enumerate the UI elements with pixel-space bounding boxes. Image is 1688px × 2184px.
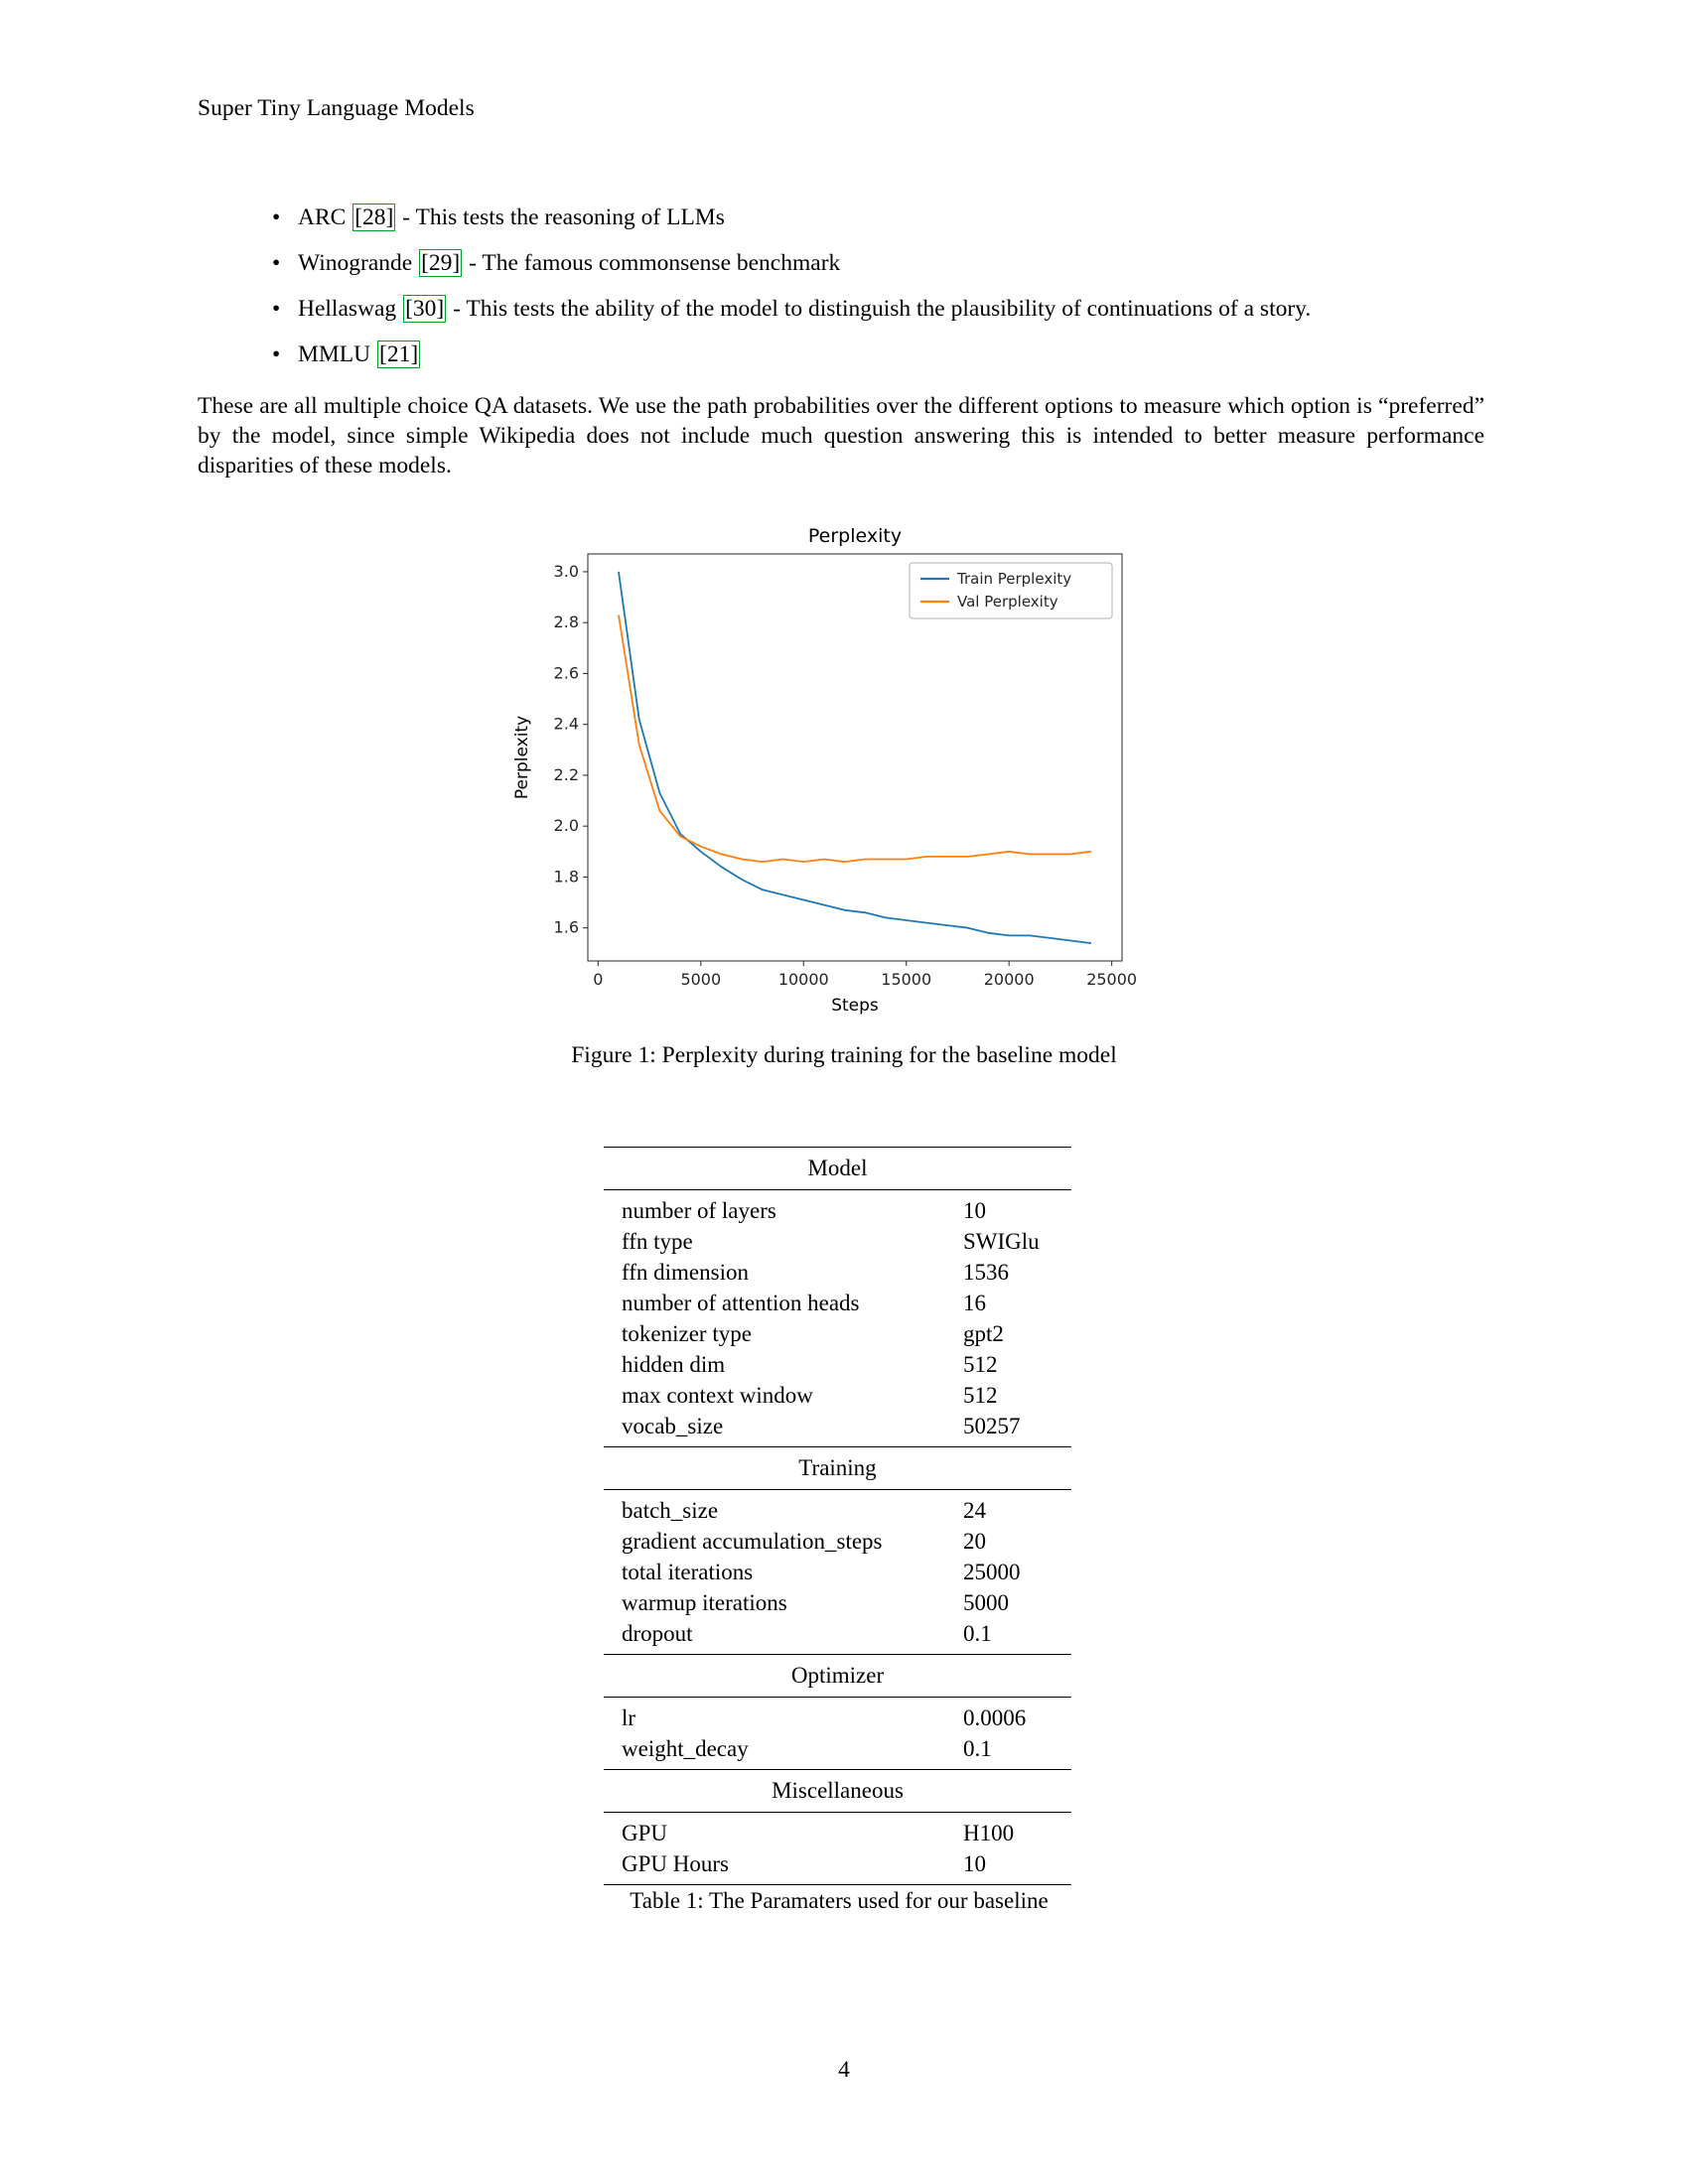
table-row-label: lr bbox=[622, 1706, 636, 1730]
table-row bbox=[604, 1618, 1071, 1649]
table-row-value: 0.1 bbox=[963, 1621, 992, 1646]
bullet-icon: • bbox=[272, 296, 281, 322]
bullet-text-post: - This tests the ability of the model to distinguish the plausibility of continuations of a story. bbox=[447, 296, 1312, 322]
table-row bbox=[604, 1733, 1071, 1764]
table-row-value: SWIGlu bbox=[963, 1229, 1040, 1254]
citation-link[interactable]: [30] bbox=[405, 296, 445, 322]
bullet-icon: • bbox=[272, 341, 281, 367]
table-row bbox=[604, 1257, 1071, 1288]
table-section-header: Model bbox=[604, 1147, 1071, 1190]
table-caption: Table 1: The Paramaters used for our baseline bbox=[630, 1888, 1049, 1913]
table-row bbox=[604, 1195, 1071, 1226]
table-row bbox=[604, 1380, 1071, 1411]
y-tick-label: 1.8 bbox=[553, 867, 579, 887]
table-row bbox=[604, 1587, 1071, 1618]
table-row-value: 0.1 bbox=[963, 1736, 992, 1761]
x-tick-label: 25000 bbox=[1086, 970, 1138, 989]
table-row-value: 10 bbox=[963, 1198, 986, 1223]
list-item-mmlu bbox=[272, 332, 1543, 377]
table-row-label: ffn type bbox=[622, 1229, 693, 1254]
table-row bbox=[604, 1318, 1071, 1349]
table-row bbox=[604, 1411, 1071, 1441]
table-section-header: Training bbox=[604, 1446, 1071, 1490]
x-tick-label: 0 bbox=[593, 970, 604, 989]
bullet-icon: • bbox=[272, 250, 281, 276]
table-row-label: GPU bbox=[622, 1821, 668, 1845]
table-row-label: number of attention heads bbox=[622, 1291, 860, 1315]
table-row bbox=[604, 1557, 1071, 1587]
table-row-label: gradient accumulation_steps bbox=[622, 1529, 883, 1554]
x-tick-label: 20000 bbox=[983, 970, 1035, 989]
y-tick-label: 1.6 bbox=[553, 917, 579, 937]
list-item-arc bbox=[272, 195, 1543, 240]
bullet-text-post: - This tests the reasoning of LLMs bbox=[396, 205, 725, 230]
list-item-hellaswag bbox=[272, 286, 1543, 332]
table-row-value: 0.0006 bbox=[963, 1706, 1027, 1730]
table-row-value: 5000 bbox=[963, 1590, 1009, 1615]
table-row-value: 512 bbox=[963, 1352, 998, 1377]
table-row-value: 10 bbox=[963, 1851, 986, 1876]
parameters-table bbox=[604, 1147, 1071, 1885]
table-row-value: H100 bbox=[963, 1821, 1015, 1845]
list-item-winogrande bbox=[272, 240, 1543, 286]
table-row bbox=[604, 1495, 1071, 1526]
chart-title: Perplexity bbox=[807, 525, 903, 547]
table-row-label: max context window bbox=[622, 1383, 813, 1408]
table-row-label: hidden dim bbox=[622, 1352, 726, 1377]
table-row bbox=[604, 1818, 1071, 1848]
table-row bbox=[604, 1226, 1071, 1257]
bullet-text-pre: Winogrande bbox=[298, 250, 419, 276]
table-row-value: 50257 bbox=[963, 1414, 1021, 1438]
chart-series-line bbox=[619, 572, 1091, 943]
table-row-label: dropout bbox=[622, 1621, 693, 1646]
bullet-text-pre: MMLU bbox=[298, 341, 376, 367]
body-paragraph: These are all multiple choice QA datasets. We use the path probabilities over the different options to measure which option is “preferred” by the model, since simple Wikipedia does not include much question answering this is intended to better measure performance disparities of these models. bbox=[198, 393, 1484, 478]
table-row-label: tokenizer type bbox=[622, 1321, 752, 1346]
y-tick-label: 2.6 bbox=[553, 663, 579, 683]
table-row-label: ffn dimension bbox=[622, 1260, 749, 1285]
y-tick-label: 2.8 bbox=[553, 613, 579, 632]
y-axis-label: Perplexity bbox=[512, 715, 532, 800]
table-row-label: total iterations bbox=[622, 1560, 754, 1584]
running-header: Super Tiny Language Models bbox=[198, 95, 475, 121]
table-row-label: GPU Hours bbox=[622, 1851, 729, 1876]
figure-caption: Figure 1: Perplexity during training for the baseline model bbox=[571, 1042, 1117, 1068]
table-row-label: number of layers bbox=[622, 1198, 776, 1223]
table-row-value: 512 bbox=[963, 1383, 998, 1408]
table-row bbox=[604, 1349, 1071, 1380]
table-row-label: warmup iterations bbox=[622, 1590, 787, 1615]
table-row-label: batch_size bbox=[622, 1498, 719, 1523]
table-section-header: Miscellaneous bbox=[604, 1769, 1071, 1813]
y-tick-label: 2.2 bbox=[553, 764, 579, 784]
chart-series-line bbox=[619, 615, 1091, 863]
table-row-value: 1536 bbox=[963, 1260, 1009, 1285]
bullet-icon: • bbox=[272, 205, 281, 230]
legend-entry-label: Train Perplexity bbox=[957, 570, 1072, 588]
table-row-label: vocab_size bbox=[622, 1414, 724, 1438]
table-row bbox=[604, 1526, 1071, 1557]
perplexity-figure bbox=[501, 524, 1157, 1021]
table-row-value: 20 bbox=[963, 1529, 986, 1554]
x-tick-label: 10000 bbox=[777, 970, 829, 989]
table-row bbox=[604, 1848, 1071, 1879]
citation-link[interactable]: [28] bbox=[354, 205, 394, 230]
bullet-text-pre: Hellaswag bbox=[298, 296, 403, 322]
table-row-value: 16 bbox=[963, 1291, 986, 1315]
table-section-header: Optimizer bbox=[604, 1654, 1071, 1698]
citation-link[interactable]: [29] bbox=[421, 250, 461, 276]
page-number: 4 bbox=[838, 2057, 850, 2083]
table-row bbox=[604, 1703, 1071, 1733]
table-row bbox=[604, 1288, 1071, 1318]
bullet-text-post: - The famous commonsense benchmark bbox=[463, 250, 841, 276]
y-tick-label: 2.0 bbox=[553, 816, 579, 836]
table-row-label: weight_decay bbox=[622, 1736, 749, 1761]
table-row-value: gpt2 bbox=[963, 1321, 1004, 1346]
y-tick-label: 3.0 bbox=[553, 561, 579, 581]
benchmark-bullet-list bbox=[272, 195, 1543, 377]
x-tick-label: 15000 bbox=[881, 970, 932, 989]
table-row-value: 25000 bbox=[963, 1560, 1021, 1584]
table-row-value: 24 bbox=[963, 1498, 986, 1523]
bullet-text-pre: ARC bbox=[298, 205, 352, 230]
legend-entry-label: Val Perplexity bbox=[957, 593, 1058, 611]
perplexity-chart bbox=[501, 524, 1157, 1021]
y-tick-label: 2.4 bbox=[553, 714, 579, 734]
citation-link[interactable]: [21] bbox=[379, 341, 419, 367]
x-tick-label: 5000 bbox=[680, 970, 722, 989]
x-axis-label: Steps bbox=[831, 996, 879, 1016]
